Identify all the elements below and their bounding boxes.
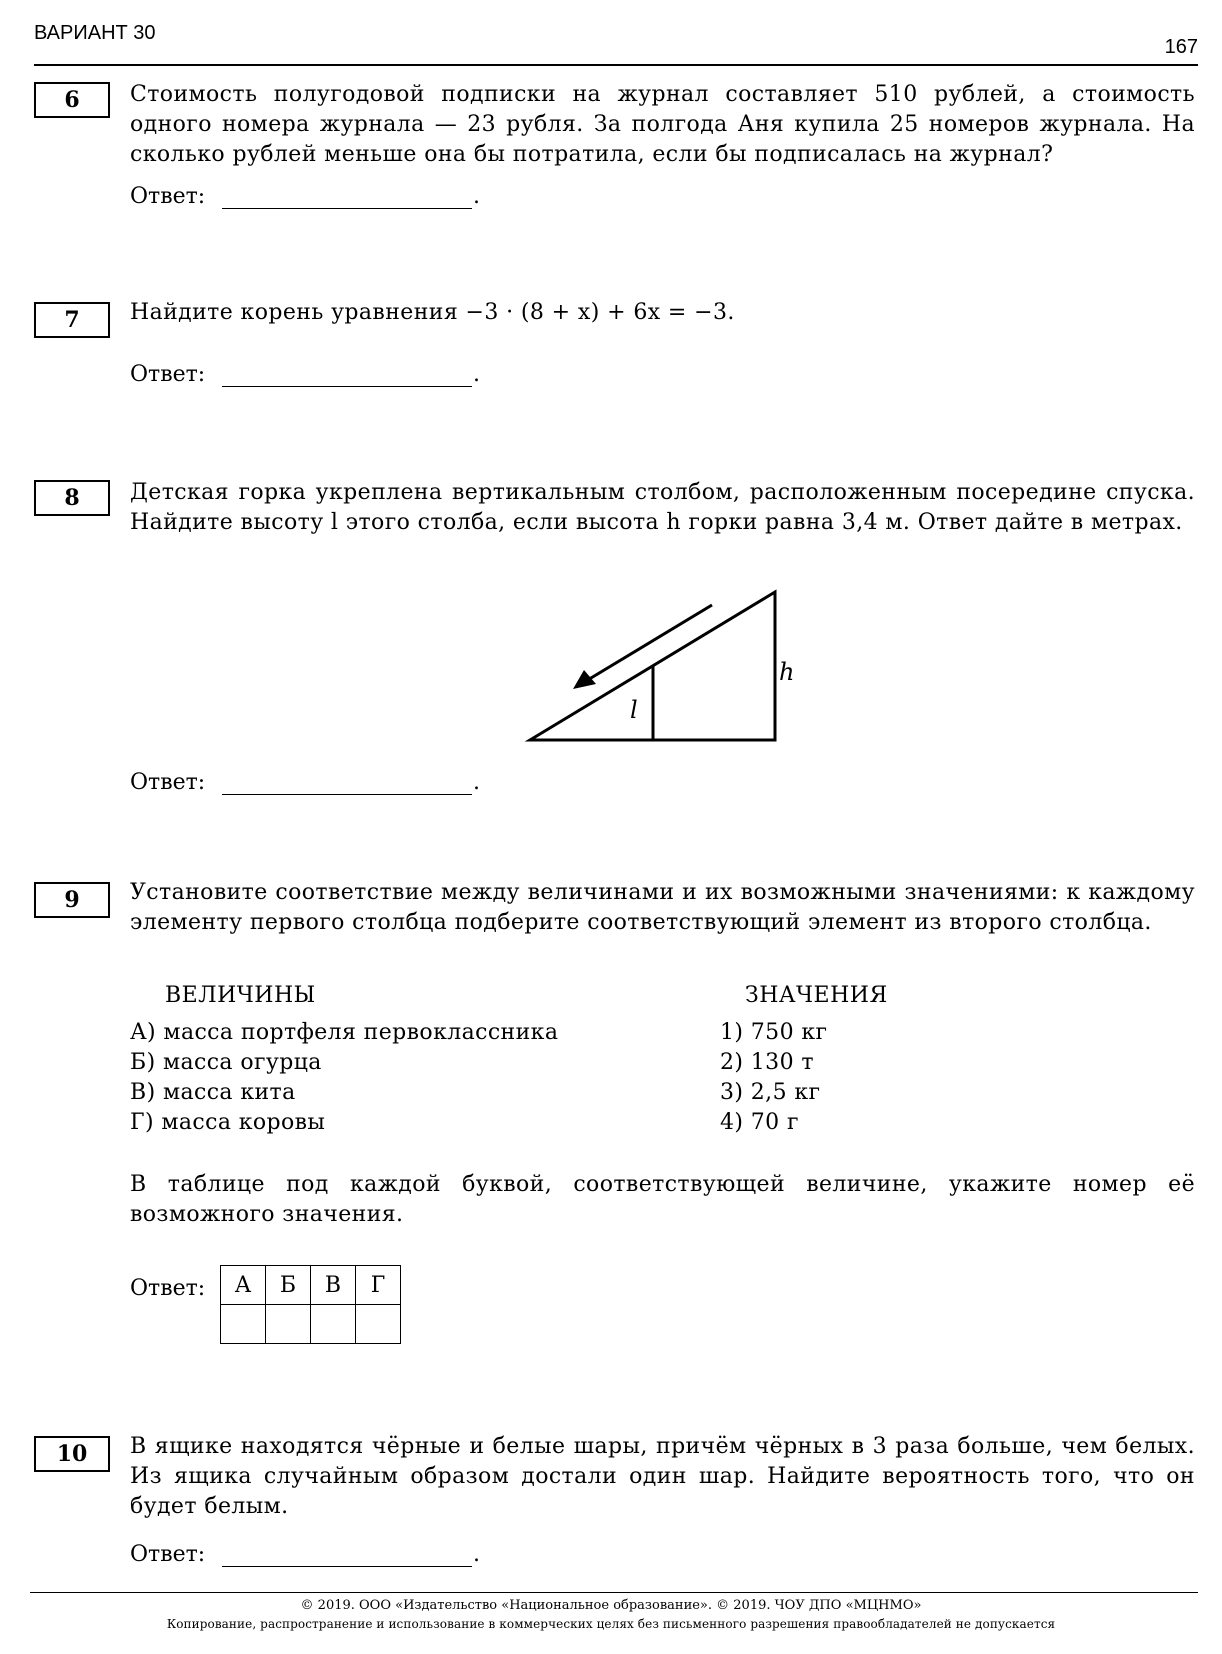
task-7-number: 7 bbox=[34, 302, 110, 338]
page-number: 167 bbox=[1164, 36, 1198, 58]
task-10-answer-field[interactable] bbox=[222, 1566, 472, 1567]
list-item: Г) масса коровы bbox=[130, 1110, 326, 1135]
task-10-number: 10 bbox=[34, 1436, 110, 1472]
footer-divider bbox=[30, 1592, 1198, 1593]
variant-title: ВАРИАНТ 30 bbox=[34, 22, 156, 44]
task-6-number: 6 bbox=[34, 82, 110, 118]
values-header: ЗНАЧЕНИЯ bbox=[745, 983, 888, 1008]
footer-copyright: © 2019. ООО «Издательство «Национальное образование». © 2019. ЧОУ ДПО «МЦНМО» bbox=[300, 1598, 922, 1613]
answer-cell-a[interactable] bbox=[221, 1305, 266, 1344]
answer-cell-g[interactable] bbox=[356, 1305, 401, 1344]
list-item: Б) масса огурца bbox=[130, 1050, 322, 1075]
task-6-answer-label: Ответ: bbox=[130, 184, 206, 209]
answer-cell-v[interactable] bbox=[311, 1305, 356, 1344]
pillar-label-l: l bbox=[630, 696, 638, 724]
task-9-text: Установите соответствие между величинами и их возможными значениями: к каждому элементу первого столбца подберите соответствующий элемент из второго столбца. bbox=[130, 880, 1195, 935]
height-label-h: h bbox=[779, 658, 795, 686]
task-10-text: В ящике находятся чёрные и белые шары, причём чёрных в 3 раза больше, чем белых. Из ящика случайным образом достали один шар. Найдите вероятность того, что он будет белым. bbox=[130, 1434, 1195, 1519]
task-6-answer-field[interactable] bbox=[222, 208, 472, 209]
answer-cell-b[interactable] bbox=[266, 1305, 311, 1344]
header-divider bbox=[34, 64, 1198, 66]
slide-arrow-head-icon bbox=[573, 670, 596, 689]
task-7-answer-dot: . bbox=[473, 362, 480, 387]
task-6-answer-dot: . bbox=[473, 184, 480, 209]
task-9-instruction: В таблице под каждой буквой, соответствующей величине, укажите номер её возможного значения. bbox=[130, 1172, 1195, 1227]
list-item: 3) 2,5 кг bbox=[720, 1080, 821, 1105]
task-10-answer-dot: . bbox=[473, 1542, 480, 1567]
task-9-answer-table bbox=[220, 1265, 401, 1344]
task-8-answer-dot: . bbox=[473, 770, 480, 795]
list-item: 4) 70 г bbox=[720, 1110, 799, 1135]
task-8-answer-label: Ответ: bbox=[130, 770, 206, 795]
answer-table-header-a: А bbox=[221, 1266, 266, 1305]
task-9-number: 9 bbox=[34, 882, 110, 918]
footer-notice: Копирование, распространение и использование в коммерческих целях без письменного разрешения правообладателей не допускается bbox=[166, 1617, 1056, 1631]
list-item: 2) 130 т bbox=[720, 1050, 814, 1075]
task-6-text: Стоимость полугодовой подписки на журнал составляет 510 рублей, а стоимость одного номера журнала — 23 рубля. За полгода Аня купила 25 номеров журнала. На сколько рублей меньше она бы потратила, если бы подписалась на журнал? bbox=[130, 82, 1195, 167]
task-10-answer-label: Ответ: bbox=[130, 1542, 206, 1567]
quantities-header: ВЕЛИЧИНЫ bbox=[165, 983, 316, 1008]
task-7-answer-label: Ответ: bbox=[130, 362, 206, 387]
task-8-text: Детская горка укреплена вертикальным столбом, расположенным посередине спуска. Найдите высоту l этого столба, если высота h горки равна 3,4 м. Ответ дайте в метрах. bbox=[130, 480, 1195, 535]
list-item: В) масса кита bbox=[130, 1080, 296, 1105]
task-7-answer-field[interactable] bbox=[222, 386, 472, 387]
list-item: 1) 750 кг bbox=[720, 1020, 828, 1045]
values-list bbox=[720, 1018, 827, 1138]
task-7-text: Найдите корень уравнения −3 · (8 + x) + 6x = −3. bbox=[130, 300, 735, 325]
answer-table-header-b: Б bbox=[266, 1266, 311, 1305]
answer-table-header-g: Г bbox=[356, 1266, 401, 1305]
task-9-answer-label: Ответ: bbox=[130, 1276, 206, 1301]
list-item: А) масса портфеля первоклассника bbox=[130, 1020, 559, 1045]
task-8-number: 8 bbox=[34, 480, 110, 516]
task-8-answer-field[interactable] bbox=[222, 794, 472, 795]
slide-figure bbox=[500, 580, 820, 750]
quantities-list bbox=[130, 1018, 558, 1138]
answer-table-header-v: В bbox=[311, 1266, 356, 1305]
